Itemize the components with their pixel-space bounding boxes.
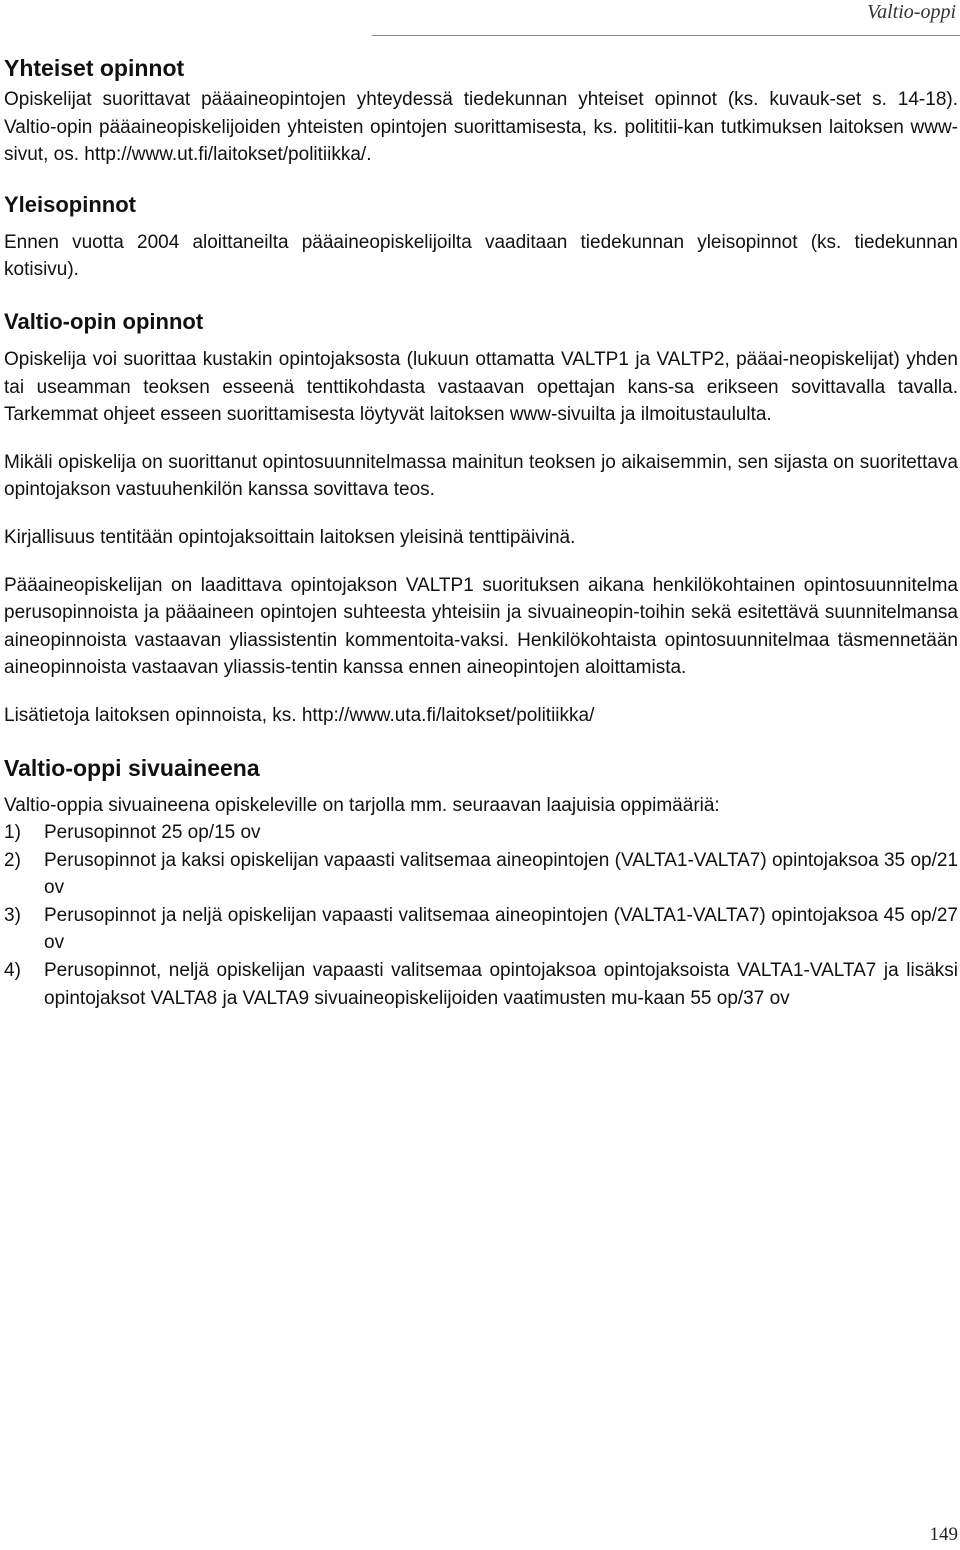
list-item <box>4 957 958 1012</box>
heading-yhteiset-opinnot: Yhteiset opinnot <box>4 55 185 81</box>
list-item-text: Perusopinnot ja kaksi opiskelijan vapaasti valitsemaa aineopintojen (VALTA1-VALTA7) opintojaksoa 35 op/21 ov <box>44 849 958 899</box>
paragraph-korvaava-teos: Mikäli opiskelija on suorittanut opintosuunnitelmassa mainitun teoksen jo aikaisemmin, sen sijasta on suoritettava opintojakson vastuuhenkilön kanssa sovittava teos. <box>4 451 958 501</box>
paragraph-essee: Opiskelija voi suorittaa kustakin opintojaksosta (lukuun ottamatta VALTP1 ja VALTP2, pääai-neopiskelijat) yhden tai useamman teoksen esseenä tenttikohdasta vastaavan opettajan kans-sa erikseen sovittavalla tavalla. Tarkemmat ohjeet esseen suorittamisesta löytyvät laitoksen www-sivuilta ja ilmoitustaululta. <box>4 348 958 426</box>
list-item-text: Perusopinnot 25 op/15 ov <box>44 822 261 844</box>
running-header-title: Valtio-oppi <box>867 1 956 23</box>
list-item-number: 1) <box>4 822 21 844</box>
list-item-text: Perusopinnot ja neljä opiskelijan vapaasti valitsemaa aineopintojen (VALTA1-VALTA7) opintojaksoa 45 op/27 ov <box>44 904 958 954</box>
list-item-number: 3) <box>4 904 21 926</box>
list-item-number: 4) <box>4 960 21 982</box>
list-item <box>4 847 958 902</box>
list-item-text: Perusopinnot, neljä opiskelijan vapaasti valitsemaa opintojaksoa opintojaksoista VALTA1-VALTA7 ja lisäksi opintojaksot VALTA8 ja VALTA9 sivuaineopiskelijoiden vaatimusten mu-kaan 55 op/37 ov <box>44 960 958 1009</box>
list-item <box>4 819 958 847</box>
heading-valtio-oppi-sivuaineena: Valtio-oppi sivuaineena <box>4 754 260 781</box>
header-rule <box>372 35 960 36</box>
paragraph-lisatietoja: Lisätietoja laitoksen opinnoista, ks. http://www.uta.fi/laitokset/politiikka/ <box>4 704 595 726</box>
paragraph-hops: Pääaineopiskelijan on laadittava opintojakson VALTP1 suorituksen aikana henkilökohtainen opintosuunnitelma perusopinnoista ja pääaineen opintojen suhteesta yhteisiin ja sivuaineopin-toihin sekä esitettävä suunnitelmansa aineopinnoista vastaavan yliassistentin kommentoita-vaksi. Henkilökohtaista opintosuunnitelmaa täsmennetään aineopinnoista vastaavan yliassis-tentin kanssa ennen aineopintojen aloittamista. <box>4 574 958 679</box>
paragraph-kirjallisuus: Kirjallisuus tentitään opintojaksoittain laitoksen yleisinä tenttipäivinä. <box>4 526 576 548</box>
page-number: 149 <box>929 1524 958 1545</box>
heading-valtio-opin-opinnot: Valtio-opin opinnot <box>4 308 204 334</box>
oppimaara-list <box>4 819 958 1012</box>
paragraph-yleisopinnot: Ennen vuotta 2004 aloittaneilta pääaineopiskelijoilta vaaditaan tiedekunnan yleisopinnot (ks. tiedekunnan kotisivu). <box>4 231 958 281</box>
paragraph-yhteiset: Opiskelijat suorittavat pääaineopintojen yhteydessä tiedekunnan yhteiset opinnot (ks. kuvauk-set s. 14-18). Valtio-opin pääaineopiskelijoiden yhteisten opintojen suorittamisesta, ks. polititii-kan tutkimuksen laitoksen www-sivut, os. http://www.ut.fi/laitokset/politiikka/. <box>4 89 958 166</box>
list-item-number: 2) <box>4 849 21 871</box>
paragraph-sivuaine-intro: Valtio-oppia sivuaineena opiskeleville on tarjolla mm. seuraavan laajuisia oppimääriä: <box>4 794 720 816</box>
list-item <box>4 902 958 957</box>
page-content <box>4 52 958 1012</box>
heading-yleisopinnot: Yleisopinnot <box>4 191 136 217</box>
